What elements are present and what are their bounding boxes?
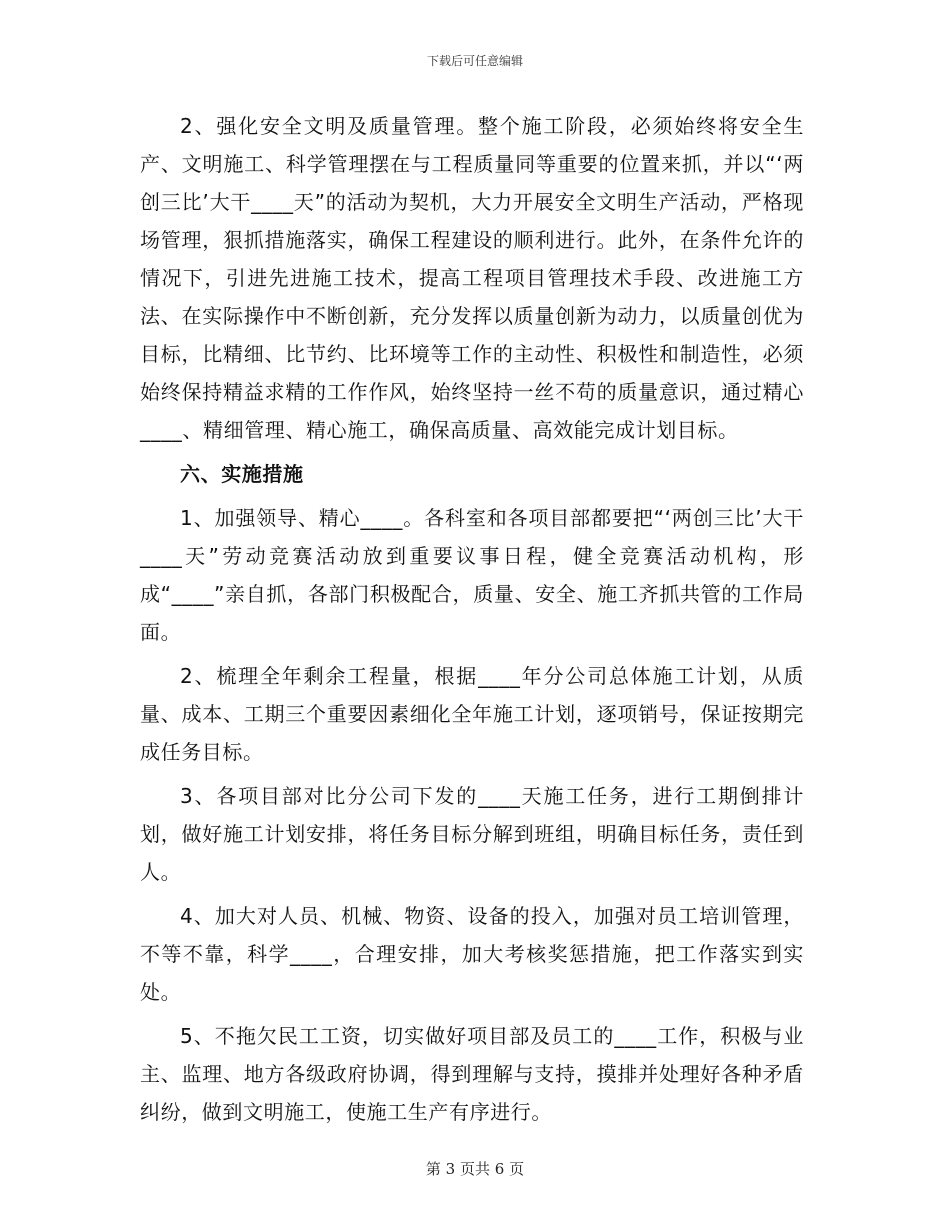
page-header: 下载后可任意编辑 (426, 54, 523, 68)
document-body (140, 107, 804, 1137)
section-heading: 六、实施措施 (180, 462, 304, 486)
measure-item-3: 3、各项目部对比分公司下发的____天施工任务，进行工期倒排计划，做好施工计划安排，将任务目标分解到班组，明确目标任务，责任到人。 (140, 784, 804, 884)
paragraph-quality-management: 2、强化安全文明及质量管理。整个施工阶段，必须始终将安全生产、文明施工、科学管理摆在与工程质量同等重要的位置来抓，并以“‘两创三比’大干____天”的活动为契机，大力开展安全文明生产活动，严格现场管理，狠抓措施落实，确保工程建设的顺利进行。此外，在条件允许的情况下，引进先进施工技术，提高工程项目管理技术手段、改进施工方法、在实际操作中不断创新，充分发挥以质量创新为动力，以质量创优为目标，比精细、比节约、比环境等工作的主动性、积极性和制造性，必须始终保持精益求精的工作作风，始终坚持一丝不苟的质量意识，通过精心____、精细管理、精心施工，确保高质量、高效能完成计划目标。 (140, 114, 804, 442)
page-number: 第 3 页共 6 页 (425, 1160, 525, 1178)
measure-item-1: 1、加强领导、精心____。各科室和各项目部都要把“‘两创三比’大干____天”劳动竞赛活动放到重要议事日程，健全竞赛活动机构，形成“____”亲自抓，各部门积极配合，质量、安全、施工齐抓共管的工作局面。 (140, 506, 804, 644)
measure-item-5: 5、不拖欠民工工资，切实做好项目部及员工的____工作，积极与业主、监理、地方各级政府协调，得到理解与支持，摸排并处理好各种矛盾纠纷，做到文明施工，使施工生产有序进行。 (140, 1024, 804, 1124)
measure-item-4: 4、加大对人员、机械、物资、设备的投入，加强对员工培训管理，不等不靠，科学____，合理安排，加大考核奖惩措施，把工作落实到实处。 (140, 904, 804, 1004)
measure-item-2: 2、梳理全年剩余工程量，根据____年分公司总体施工计划，从质量、成本、工期三个重要因素细化全年施工计划，逐项销号，保证按期完成任务目标。 (140, 664, 804, 764)
